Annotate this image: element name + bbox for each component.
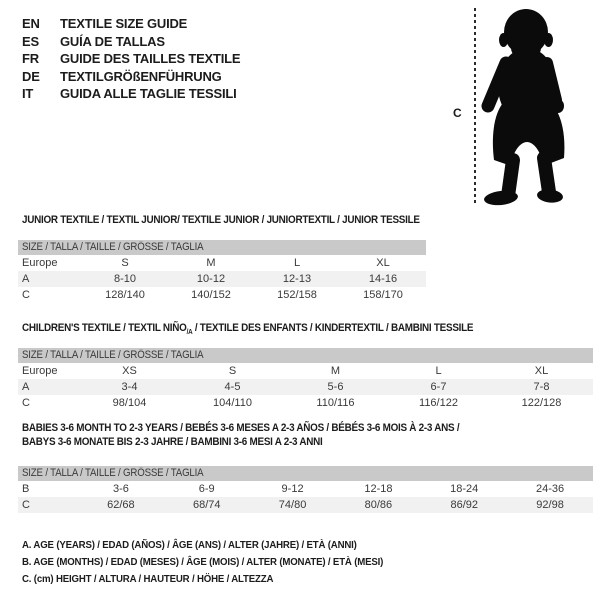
language-row-fr — [22, 50, 240, 68]
table-row-europe — [18, 255, 426, 271]
row-label: Europe — [22, 257, 58, 269]
row-label: B — [22, 483, 30, 495]
row-label: C — [22, 397, 30, 409]
size-header-bar — [18, 240, 426, 255]
babies-title-line1: BABIES 3-6 MONTH TO 2-3 YEARS / BEBÉS 3-6 MESES A 2-3 AÑOS / BÉBÉS 3-6 MOIS À 2-3 ANS / — [22, 422, 460, 434]
junior-size-table — [18, 240, 426, 303]
babies-title-line2: BABYS 3-6 MONATE BIS 2-3 JAHRE / BAMBINI 3-6 MESI A 2-3 ANNI — [22, 436, 323, 448]
language-code: FR — [22, 51, 39, 66]
size-cell: 158/170 — [363, 289, 403, 301]
toddler-silhouette — [479, 8, 574, 208]
size-cell: 12-13 — [282, 273, 312, 285]
language-label: TEXTILGRÖßENFÜHRUNG — [60, 68, 222, 84]
size-cell: 7-8 — [533, 381, 550, 393]
size-cell: XS — [122, 365, 137, 377]
language-row-en — [22, 15, 240, 33]
table-row-europe — [18, 363, 593, 379]
language-code: ES — [22, 33, 39, 49]
language-list — [22, 15, 240, 103]
height-measure-dashed-line — [474, 8, 476, 206]
junior-section-title: JUNIOR TEXTILE / TEXTIL JUNIOR/ TEXTILE JUNIOR / JUNIORTEXTIL / JUNIOR TESSILE — [22, 214, 420, 226]
size-cell: 14-16 — [368, 273, 398, 285]
language-code: DE — [22, 68, 40, 84]
size-cell: 6-9 — [198, 483, 215, 495]
size-cell: 8-10 — [113, 273, 137, 285]
size-cell: 92/98 — [536, 499, 564, 511]
size-cell: 116/122 — [419, 397, 458, 409]
size-cell: 9-12 — [281, 483, 304, 495]
footnote-a: A. AGE (YEARS) / EDAD (AÑOS) / ÂGE (ANS) / ALTER (JAHRE) / ETÀ (ANNI) — [22, 539, 357, 551]
babies-section-title — [22, 421, 459, 449]
size-cell: 6-7 — [430, 381, 447, 393]
size-cell: M — [330, 365, 341, 377]
size-cell: 80/86 — [364, 499, 393, 511]
size-cell: 104/110 — [213, 397, 252, 409]
row-label: Europe — [22, 365, 58, 377]
size-cell: 24-36 — [536, 483, 565, 495]
size-cell: 128/140 — [105, 289, 145, 301]
row-label: C — [22, 289, 30, 301]
language-row-es — [22, 33, 240, 51]
size-cell: 12-18 — [364, 483, 393, 495]
size-cell: 3-6 — [112, 483, 129, 495]
size-cell: 3-4 — [121, 381, 138, 393]
row-label: A — [22, 273, 30, 285]
row-label: C — [22, 499, 30, 511]
size-cell: S — [228, 365, 237, 377]
size-header-bar — [18, 348, 593, 363]
table-row-age — [18, 271, 426, 287]
footnotes — [22, 537, 383, 589]
children-size-table — [18, 348, 593, 411]
size-cell: XL — [376, 257, 390, 269]
language-label: GUIDE DES TAILLES TEXTILE — [60, 51, 241, 66]
children-title-pre: CHILDREN'S TEXTILE / TEXTIL NIÑO — [22, 322, 187, 334]
size-cell: 18-24 — [450, 483, 479, 495]
size-cell: 98/104 — [112, 397, 147, 409]
language-code: EN — [22, 16, 40, 31]
size-cell: 122/128 — [521, 397, 562, 409]
size-cell: S — [121, 257, 129, 269]
table-row-age — [18, 379, 593, 395]
size-cell: 68/74 — [192, 499, 221, 511]
table-row-height — [18, 497, 593, 513]
language-label: GUIDA ALLE TAGLIE TESSILI — [60, 86, 237, 101]
size-cell: 10-12 — [196, 273, 226, 285]
size-cell: XL — [534, 365, 549, 377]
size-cell: M — [206, 257, 216, 269]
size-cell: L — [293, 257, 301, 269]
size-cell: 4-5 — [224, 381, 241, 393]
size-header-label: SIZE / TALLA / TAILLE / GRÖSSE / TAGLIA — [22, 349, 204, 361]
size-header-label: SIZE / TALLA / TAILLE / GRÖSSE / TAGLIA — [22, 467, 204, 479]
size-header-bar — [18, 466, 593, 481]
footnote-c: C. (cm) HEIGHT / ALTURA / HAUTEUR / HÖHE / ALTEZZA — [22, 573, 274, 586]
language-code: IT — [22, 86, 34, 101]
size-cell: L — [435, 365, 442, 377]
children-title-post: / TEXTILE DES ENFANTS / KINDERTEXTIL / BAMBINI TESSILE — [192, 322, 474, 334]
table-row-height — [18, 287, 426, 303]
language-row-de — [22, 68, 240, 86]
language-label: TEXTILE SIZE GUIDE — [60, 16, 188, 31]
size-cell: 152/158 — [277, 289, 317, 301]
size-cell: 62/68 — [107, 499, 135, 511]
size-cell: 74/80 — [278, 499, 307, 511]
size-header-label: SIZE / TALLA / TAILLE / GRÖSSE / TAGLIA — [22, 241, 204, 253]
children-title-sub: /A — [186, 329, 193, 337]
babies-size-table — [18, 466, 593, 513]
language-row-it — [22, 85, 240, 103]
size-cell: 86/92 — [450, 499, 478, 511]
language-label: GUÍA DE TALLAS — [60, 33, 165, 49]
height-measure-label: C — [453, 106, 462, 120]
row-label: A — [22, 381, 30, 393]
size-cell: 140/152 — [191, 289, 231, 301]
table-row-height — [18, 395, 593, 411]
size-cell: 110/116 — [316, 397, 355, 409]
table-row-months — [18, 481, 593, 497]
size-cell: 5-6 — [327, 381, 344, 393]
children-section-title — [22, 321, 473, 340]
footnote-b: B. AGE (MONTHS) / EDAD (MESES) / ÂGE (MOIS) / ALTER (MONATE) / ETÀ (MESI) — [22, 556, 384, 569]
